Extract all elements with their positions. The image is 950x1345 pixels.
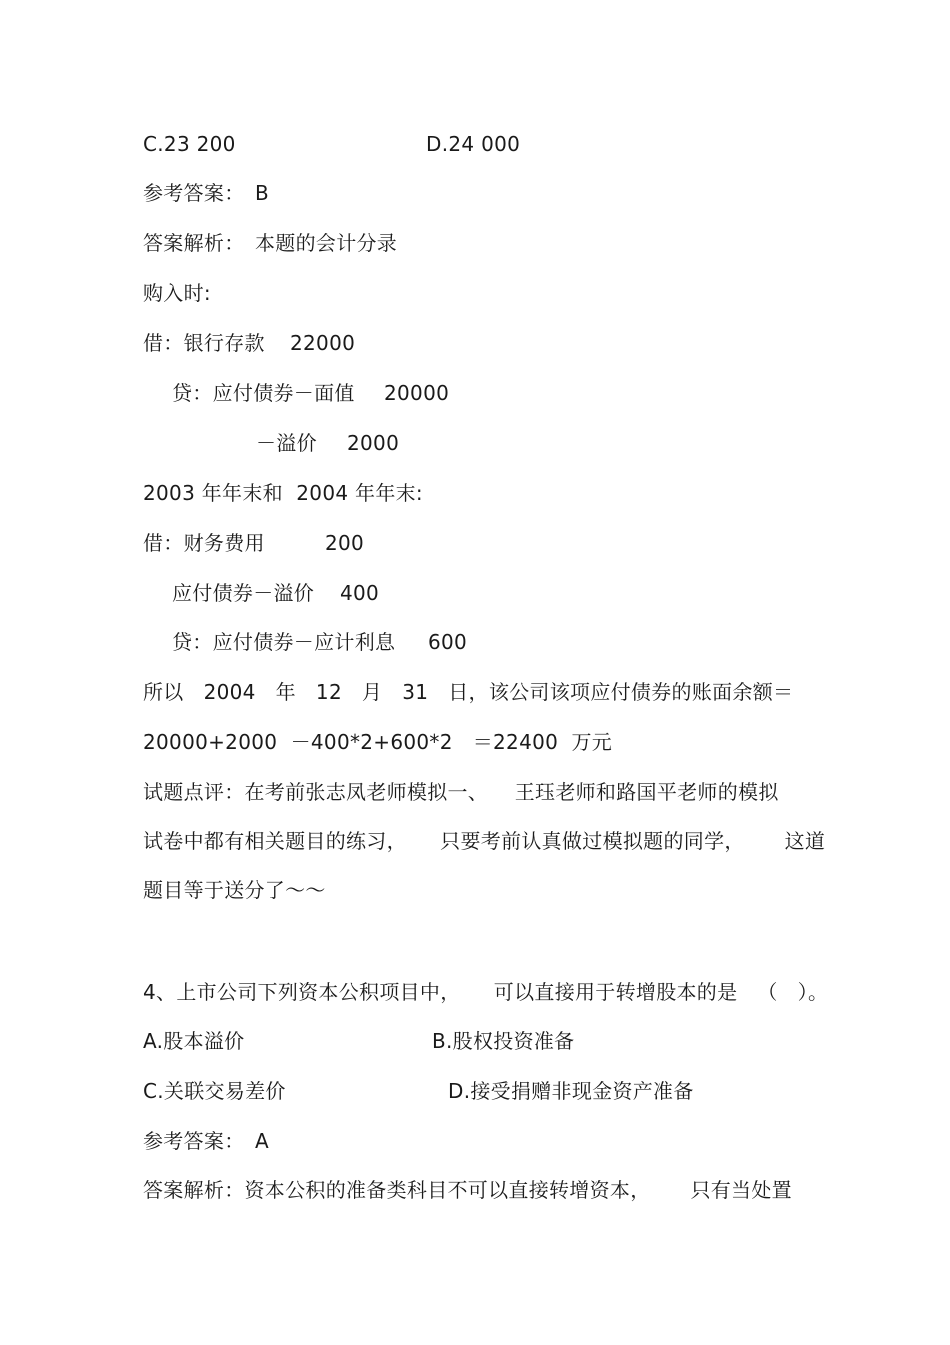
q3-answer-label: 参考答案：: [143, 181, 245, 205]
q4-answer-label: 参考答案：: [143, 1129, 245, 1153]
q4-stem: 4、上市公司下列资本公积项目中， 可以直接用于转增股本的是 （ ）。: [143, 980, 829, 1004]
q3-year-end-label: 2003 年年末和 2004 年年末:: [143, 481, 423, 505]
q4-analysis-line1: 答案解析：资本公积的准备类科目不可以直接转增资本， 只有当处置: [143, 1178, 792, 1202]
q3-entry1-credit: 贷：应付债券－面值: [172, 381, 355, 405]
q3-entry2-credit-amount: 600: [428, 630, 468, 654]
q3-analysis-intro: 本题的会计分录: [255, 231, 398, 255]
q3-comment-line2: 试卷中都有相关题目的练习， 只要考前认真做过模拟题的同学， 这道: [143, 829, 826, 853]
q4-option-b: B.股权投资准备: [432, 1029, 575, 1053]
q3-entry2-credit: 贷：应付债券－应计利息: [172, 630, 396, 654]
q3-option-d: D.24 000: [426, 132, 521, 156]
q3-entry1-debit: 借：银行存款: [143, 331, 265, 355]
q3-entry2-debit-amount: 200: [325, 531, 365, 555]
q4-answer: A: [255, 1129, 269, 1153]
q3-answer: B: [255, 181, 270, 205]
q3-purchase-label: 购入时:: [143, 281, 211, 305]
q3-conclusion-line1: 所以 2004 年 12 月 31 日，该公司该项应付债券的账面余额＝: [143, 680, 794, 704]
q4-option-c: C.关联交易差价: [143, 1079, 286, 1103]
q3-entry1-credit-amount: 20000: [384, 381, 450, 405]
q4-option-a: A.股本溢价: [143, 1029, 245, 1053]
q3-entry1-premium: －溢价: [256, 431, 317, 455]
q3-entry1-premium-amount: 2000: [347, 431, 400, 455]
q4-option-d: D.接受捐赠非现金资产准备: [448, 1079, 694, 1103]
q3-entry1-debit-amount: 22000: [290, 331, 356, 355]
q3-analysis-label: 答案解析：: [143, 231, 245, 255]
q3-comment-line1: 试题点评：在考前张志凤老师模拟一、 王珏老师和路国平老师的模拟: [143, 780, 779, 804]
q3-comment-line3: 题目等于送分了～～: [143, 878, 326, 902]
q3-conclusion-line2: 20000+2000 －400*2+600*2 ＝22400 万元: [143, 730, 613, 754]
q3-entry2-debit2-amount: 400: [340, 581, 380, 605]
q3-option-c: C.23 200: [143, 132, 236, 156]
q3-entry2-debit: 借：财务费用: [143, 531, 265, 555]
q3-entry2-debit2: 应付债券－溢价: [172, 581, 315, 605]
